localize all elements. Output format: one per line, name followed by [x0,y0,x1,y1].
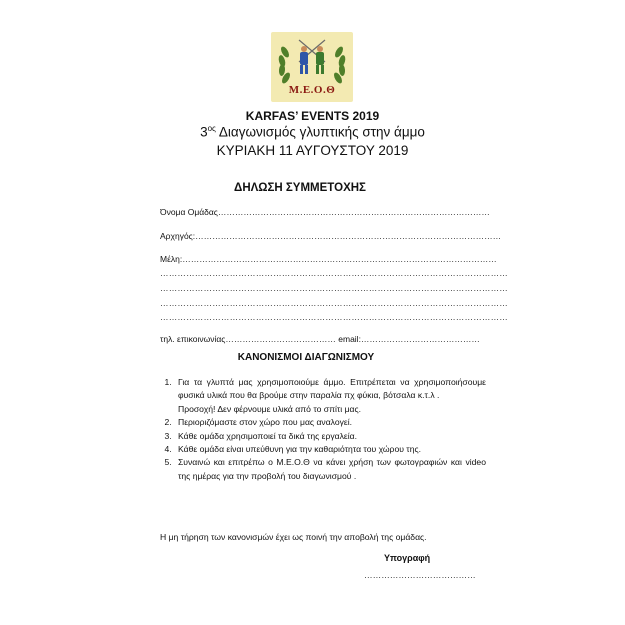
rule-1-warning: Προσοχή! Δεν φέρνουμε υλικά από το σπίτι μας. [178,403,362,414]
contest-name: Διαγωνισμός γλυπτικής στην άμμο [215,124,425,140]
member-line-4[interactable]: ………………………………………………………………………………………………………… [160,312,508,322]
meoth-logo [271,32,353,102]
signature-label: Υπογραφή [384,553,431,563]
events-title: KARFAS’ EVENTS 2019 [245,109,380,123]
declaration-title: ΔΗΛΩΣΗ ΣΥΜΜΕΤΟΧΗΣ [234,182,366,194]
contest-number: 3 [200,124,208,140]
member-line-3[interactable]: ………………………………………………………………………………………………………… [160,298,508,308]
leader-field[interactable]: Αρχηγός:……………………………………………………………………………………………… [160,231,502,241]
members-field[interactable]: Μέλη:………………………………………………………………………………………………… [160,254,497,264]
rule-3: 3. Κάθε ομάδα χρησιμοποιεί τα δικά της εργαλεία. [174,430,486,443]
contest-title [0,124,625,140]
member-line-2[interactable]: ………………………………………………………………………………………………………… [160,283,508,293]
member-line-1[interactable]: ………………………………………………………………………………………………………… [160,268,508,278]
contest-ordinal: ος [207,124,216,133]
rule-4: 4. Κάθε ομάδα είναι υπεύθυνη για την καθαριότητα του χώρου της. [174,443,486,456]
rule-1 [174,376,486,416]
event-date: ΚΥΡΙΑΚΗ 11 ΑΥΓΟΥΣΤΟΥ 2019 [216,143,409,158]
rules-list [160,376,486,483]
team-name-field[interactable]: Όνομα Ομάδας…………………………………………………………………………………… [160,207,490,217]
penalty-note: Η μη τήρηση των κανονισμών έχει ως ποινή την αποβολή της ομάδας. [160,532,427,542]
signature-line[interactable]: ………………………………… [364,570,476,580]
rule-2: 2. Περιοριζόμαστε στον χώρο που μας αναλογεί. [174,416,486,429]
rule-1-text: Για τα γλυπτά μας χρησιμοποιούμε άμμο. Επιτρέπεται να χρησιμοποιήσουμε φυσικά υλικά που θα βρούμε στην παραλία πχ φύκια, βότσαλα κ.τ.λ . [178,377,486,401]
rule-5: 5. Συναινώ και επιτρέπω ο Μ.Ε.Ο.Θ να κάνει χρήση των φωτογραφιών και video της ημέρας για την προβολή του διαγωνισμού . [174,456,486,483]
contact-field[interactable]: τηλ. επικοινωνίας………………………………… email:…………………………………… [160,334,480,344]
logo-text: Μ.Ε.Ο.Θ [288,84,336,96]
rules-title: ΚΑΝΟΝΙΣΜΟΙ ΔΙΑΓΩΝΙΣΜΟΥ [237,352,375,363]
